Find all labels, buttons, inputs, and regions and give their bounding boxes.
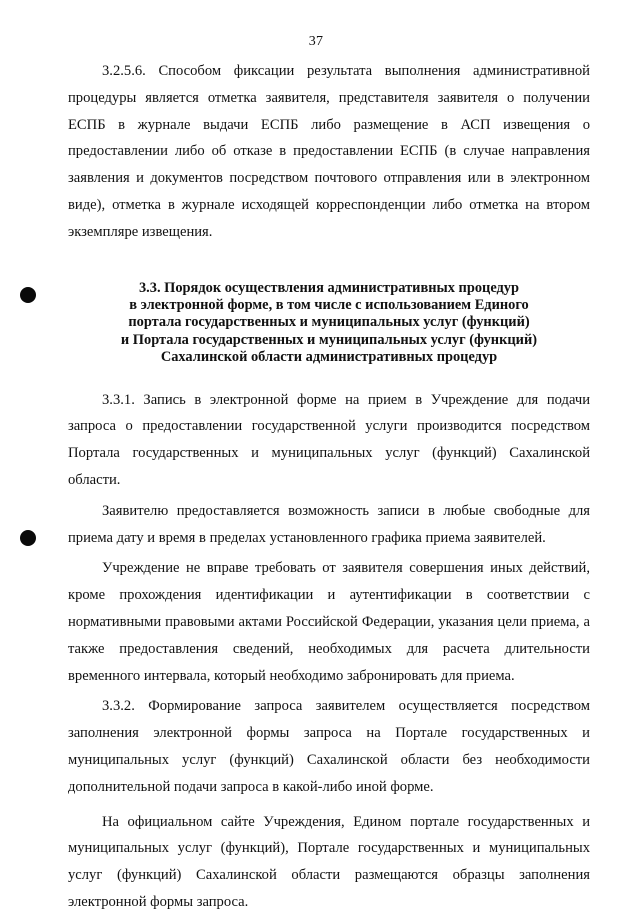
page-number: 37 — [308, 34, 324, 49]
hole-punch-mark — [20, 287, 36, 303]
paragraph-3-3-2: 3.3.2. Формирование запроса заявителем осуществляется посредством заполнения электронной формы запроса на Портале государственных и муниципальных услуг (функций) Сахалинской области без необходимости дополнительной подачи запроса в какой-либо иной форме. — [68, 698, 590, 795]
heading-line: портала государственных и муниципальных услуг (функций) — [128, 314, 530, 331]
paragraph-no-extra-actions: Учреждение не вправе требовать от заявителя совершения иных действий, кроме прохождения идентификации и аутентификации в соответствии с нормативными правовыми актами Российской Федерации, указания цели приема, а также предоставления сведений, необходимых для расчета длительности временного интервала, который необходимо забронировать для приема. — [68, 560, 590, 684]
paragraph-3-3-1: 3.3.1. Запись в электронной форме на прием в Учреждение для подачи запроса о предоставлении государственной услуги производится посредством Портала государственных и муниципальных услуг (функций) Сахалинской области. — [68, 391, 590, 488]
heading-line: 3.3. Порядок осуществления административных процедур — [138, 279, 519, 296]
paragraph-form-samples: На официальном сайте Учреждения, Едином портале государственных и муниципальных услуг (функций), Портале государственных и муниципальных услуг (функций) Сахалинской области размещаются образцы заполнения электронной формы запроса. — [68, 813, 590, 910]
document-body — [68, 58, 590, 916]
hole-punch-mark — [20, 530, 36, 546]
heading-line: Сахалинской области административных процедур — [160, 349, 498, 366]
heading-line: в электронной форме, в том числе с использованием Единого — [129, 296, 529, 313]
paragraph-record-possibility: Заявителю предоставляется возможность записи в любые свободные для приема дату и время в пределах установленного графика приема заявителей. — [68, 502, 590, 546]
heading-line: и Портала государственных и муниципальных услуг (функций) — [120, 331, 538, 348]
paragraph-3-2-5-6: 3.2.5.6. Способом фиксации результата выполнения административной процедуры является отметка заявителя, представителя заявителя о получении ЕСПБ в журнале выдачи ЕСПБ либо размещение в АСП извещения о предоставлении либо об отказе в предоставлении ЕСПБ (в случае направления заявления и документов посредством почтового отправления или в электронном виде), отметка в журнале исходящей корреспонденции либо отметка на втором экземпляре извещения. — [68, 63, 590, 240]
section-heading-3-3 — [68, 280, 590, 367]
